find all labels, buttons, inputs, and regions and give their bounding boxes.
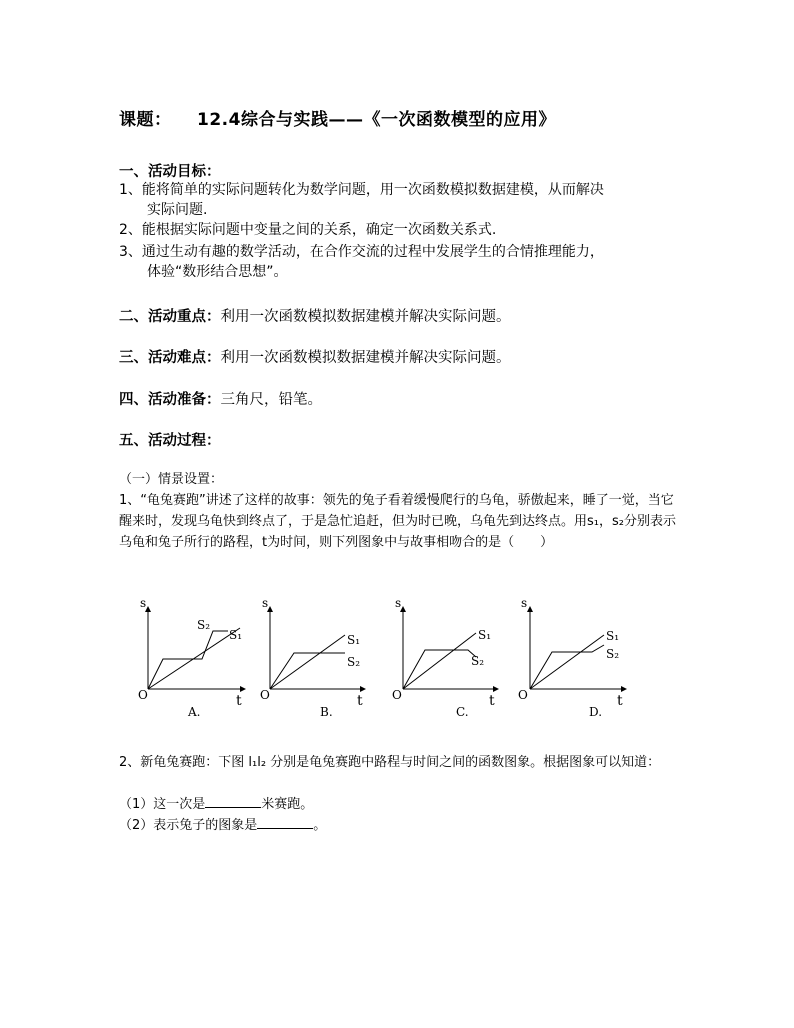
goal-item-3: 3、通过生动有趣的数学活动，在合作交流的过程中发展学生的合情推理能力， <box>119 244 604 260</box>
goal-item-2: 2、能根据实际问题中变量之间的关系，确定一次函数关系式. <box>119 222 497 238</box>
goals-heading: 一、活动目标： <box>119 164 221 180</box>
process-heading: 五、活动过程： <box>119 433 221 449</box>
graph-d-s1-label: S₁ <box>606 629 620 643</box>
q2-p1-answer-blank[interactable] <box>205 794 261 808</box>
title-text: 12.4综合与实践——《一次函数模型的应用》 <box>197 110 556 130</box>
preparation-label: 四、活动准备： <box>119 392 221 408</box>
graph-a-option-label: A. <box>188 705 201 719</box>
graph-b-s2-label: S₂ <box>347 655 361 669</box>
graph-c-origin-label: O <box>392 688 402 702</box>
question-2-part-2 <box>119 815 326 836</box>
goal-item-1: 1、能将简单的实际问题转化为数学问题，用一次函数模拟数据建模，从而解决 <box>119 182 604 198</box>
lesson-title <box>119 105 556 130</box>
title-label: 课题： <box>119 110 172 130</box>
difficulty-value: 利用一次函数模拟数据建模并解决实际问题。 <box>220 350 511 366</box>
goal-item-1-cont: 实际问题. <box>147 202 208 218</box>
graph-d-t-label: t <box>617 693 623 709</box>
key-point-label: 二、活动重点： <box>119 309 221 325</box>
preparation-value: 三角尺，铅笔。 <box>220 392 322 408</box>
q2-p2-suffix: 。 <box>313 818 327 833</box>
graph-c-s2-line <box>403 650 476 689</box>
graph-b-s2-line <box>270 653 345 689</box>
key-point <box>119 305 511 326</box>
graph-c-s1-line <box>403 633 476 689</box>
graph-d-s-label: s <box>521 596 528 610</box>
graph-a[interactable] <box>138 596 245 719</box>
q2-p1-suffix: 米赛跑。 <box>261 797 314 812</box>
graph-d-s2-line <box>530 645 604 689</box>
difficulty-label: 三、活动难点： <box>119 350 221 366</box>
graph-b[interactable] <box>260 596 365 719</box>
graph-c[interactable] <box>392 596 498 719</box>
q2-p2-answer-blank[interactable] <box>257 815 313 829</box>
q2-p1-prefix: （1）这一次是 <box>119 797 206 812</box>
graph-d-option-label: D. <box>589 705 603 719</box>
graph-b-origin-label: O <box>260 688 270 702</box>
preparation <box>119 388 322 409</box>
graph-c-s2-label: S₂ <box>471 654 485 668</box>
graph-b-option-label: B. <box>320 705 333 719</box>
question-1: 1、“龟兔赛跑”讲述了这样的故事：领先的兔子看着缓慢爬行的乌龟，骄傲起来，睡了一觉，当它醒来时，发现乌龟快到终点了，于是急忙追赶，但为时已晚，乌龟先到达终点。用s₁，s₂分别表示乌龟和兔子所行的路程，t为时间，则下列图象中与故事相吻合的是（ ） <box>119 493 676 550</box>
graph-b-s-label: s <box>262 596 269 610</box>
graph-c-option-label: C. <box>456 705 469 719</box>
graph-a-origin-label: O <box>138 688 148 702</box>
graph-c-t-label: t <box>489 693 495 709</box>
difficulty <box>119 346 511 367</box>
question-2: 2、新龟兔赛跑：下图 l₁l₂ 分别是龟兔赛跑中路程与时间之间的函数图象。根据图象可以知道： <box>119 755 661 770</box>
graph-a-t-label: t <box>236 693 242 709</box>
option-graphs <box>0 595 794 725</box>
graph-d[interactable] <box>518 596 626 719</box>
graph-c-s-label: s <box>395 596 402 610</box>
q2-p2-prefix: （2）表示兔子的图象是 <box>119 818 258 833</box>
graph-d-origin-label: O <box>518 688 528 702</box>
graph-a-s2-label: S₂ <box>197 618 211 632</box>
graph-d-s2-label: S₂ <box>606 647 620 661</box>
graph-b-t-label: t <box>357 693 363 709</box>
graph-b-s1-label: S₁ <box>347 633 361 647</box>
graph-d-s1-line <box>530 635 604 689</box>
graph-a-s2-line <box>148 631 228 689</box>
graph-c-s1-label: S₁ <box>478 628 492 642</box>
graph-a-s-label: s <box>140 596 147 610</box>
question-2-part-1 <box>119 794 313 815</box>
key-point-value: 利用一次函数模拟数据建模并解决实际问题。 <box>220 309 511 325</box>
graph-a-s1-label: S₁ <box>229 628 243 642</box>
scenario-heading: （一）情景设置： <box>119 472 224 487</box>
graph-b-s1-line <box>270 635 345 689</box>
goal-item-3-cont: 体验“数形结合思想”。 <box>147 264 288 280</box>
